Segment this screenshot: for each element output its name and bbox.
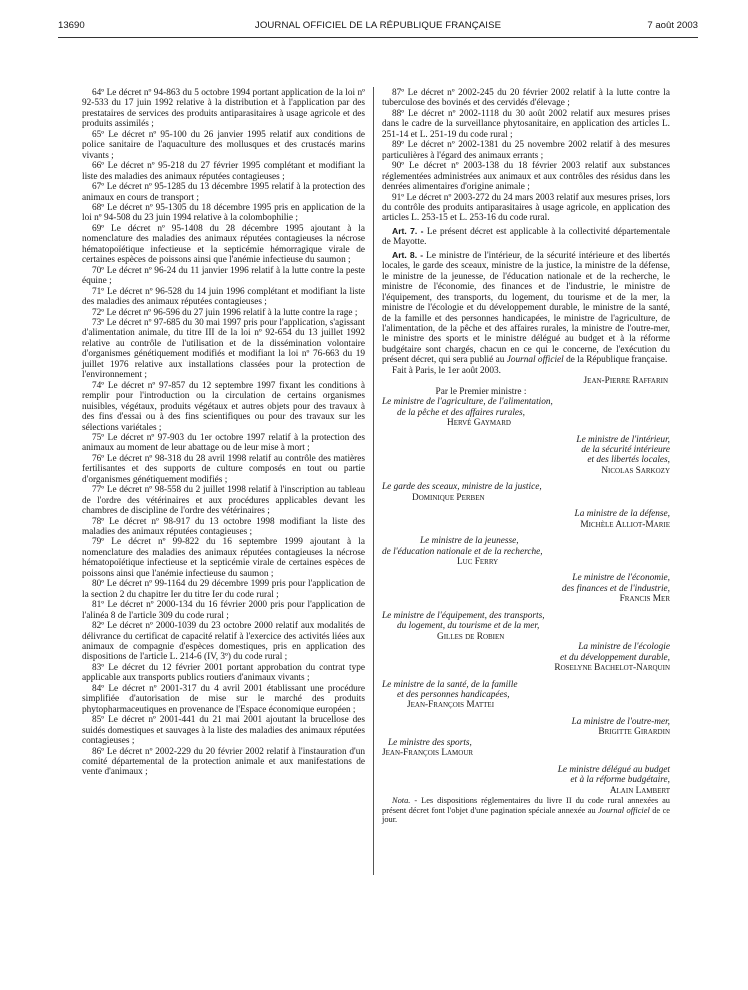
decree-item-68: 68º Le décret nº 95-1305 du 18 décembre 1995 pris en application de la loi nº 94-508 du 23 juin 1994 relative à la colombophilie ; [82, 202, 365, 224]
title-overseas: La ministre de l'outre-mer, [571, 716, 670, 727]
page-header [58, 20, 698, 34]
left-column [82, 88, 365, 778]
decree-item-79: 79º Le décret nº 99-822 du 16 septembre 1999 ajoutant à la nomenclature des maladies des animaux réputées contagieuses la nécrose hématopoïétique infectieuse et la septicémie virale de certaines espèces de poissons ainsi que l'anémie infectieuse du saumon ; [82, 537, 365, 579]
signatory-by-prime-minister: Par le Premier ministre : [435, 386, 527, 397]
decree-item-83: 83º Le décret du 12 février 2001 portant approbation du contrat type applicable aux transports publics routiers d'animaux vivants ; [82, 662, 365, 684]
nota [382, 796, 670, 825]
journal-title: JOURNAL OFFICIEL DE LA RÉPUBLIQUE FRANÇAISE [254, 20, 502, 31]
decree-item-85: 85º Le décret nº 2001-441 du 21 mai 2001 ajoutant la brucellose des suidés domestiques et sauvages à la liste des maladies des animaux réputées contagieuses ; [82, 715, 365, 747]
decree-item-65: 65º Le décret nº 95-100 du 26 janvier 1995 relatif aux conditions de police sanitaire de l'aquaculture des mollusques et des crustacés marins vivants ; [82, 129, 365, 161]
title-economy-1: Le ministre de l'économie, [572, 573, 670, 584]
signatory-prime-minister: Jean-Pierre Raffarin [583, 376, 668, 387]
title-health-1: Le ministre de la santé, de la famille [382, 679, 518, 690]
decree-item-78: 78º Le décret nº 98-917 du 13 octobre 1998 modifiant la liste des maladies des animaux réputées contagieuses ; [82, 516, 365, 538]
name-budget: Alain Lambert [609, 785, 670, 796]
name-agriculture: Hervé Gaymard [447, 418, 511, 429]
fait-a-paris: Fait à Paris, le 1er août 2003. [392, 365, 501, 376]
article-8-text-end: de la République française. [563, 355, 668, 366]
title-agriculture-1: Le ministre de l'agriculture, de l'alimentation, [382, 397, 553, 408]
decree-item-88: 88º Le décret nº 2002-1118 du 30 août 2002 relatif aux mesures prises dans le cadre de la surveillance phytosanitaire, en application des articles L. 251-14 et L. 251-19 du code rural ; [382, 108, 670, 140]
decree-item-80: 80º Le décret nº 99-1164 du 29 décembre 1999 pris pour l'application de la section 2 du chapitre Ier du titre Ier du code rural ; [82, 579, 365, 600]
name-health: Jean-François Mattei [407, 700, 495, 711]
issue-date: 7 août 2003 [647, 20, 698, 31]
nota-text: Les dispositions réglementaires du livre II du code rural annexées au présent décret font l'objet d'une pagination spéciale annexée au [382, 796, 670, 815]
name-overseas: Brigitte Girardin [598, 727, 670, 738]
title-education-2: de l'éducation nationale et de la recherche, [382, 546, 543, 557]
name-defense: Michèle Alliot-Marie [580, 519, 670, 530]
decree-item-87: 87º Le décret nº 2002-245 du 20 février 2002 relatif à la lutte contre la tuberculose des bovinés et des cervidés d'élevage ; [382, 88, 670, 109]
article-7-text: Le présent décret est applicable à la collectivité départementale de Mayotte. [382, 226, 670, 248]
decree-item-74: 74º Le décret nº 97-857 du 12 septembre 1997 fixant les conditions à remplir pour l'introduction ou la circulation de certains organismes nuisibles, végétaux, produits végétaux et autres objets pour des travaux à des fins d'essai ou à des fins scientifiques ou pour des travaux sur les sélections variétales ; [82, 380, 365, 433]
nota-label: Nota. - [392, 796, 418, 806]
page-number: 13690 [58, 20, 85, 31]
name-sports: Jean-François Lamour [382, 748, 474, 759]
title-sports: Le ministre des sports, [388, 737, 472, 748]
article-8 [382, 250, 670, 366]
decree-item-70: 70º Le décret nº 96-24 du 11 janvier 1996 relatif à la lutte contre la peste équine ; [82, 265, 365, 287]
decree-item-81: 81º Le décret nº 2000-134 du 16 février 2000 pris pour l'application de l'alinéa 8 de l'article 309 du code rural ; [82, 600, 365, 621]
title-agriculture-2: de la pêche et des affaires rurales, [397, 407, 525, 418]
title-interior-3: et des libertés locales, [587, 455, 670, 466]
decree-item-69: 69º Le décret nº 95-1408 du 28 décembre 1995 ajoutant à la nomenclature des maladies des animaux réputées contagieuses la nécrose hématopoïétique infectieuse et la septicémie hémorragique virale de certaines espèces de poissons ainsi que l'anémie infectieuse du saumon ; [82, 223, 365, 266]
decree-item-86: 86º Le décret nº 2002-229 du 20 février 2002 relatif à l'instauration d'un comité départemental de la protection animale et aux manifestations de vente d'animaux ; [82, 746, 365, 778]
title-ecology-1: La ministre de l'écologie [578, 642, 670, 653]
article-7 [382, 226, 670, 248]
decree-item-72: 72º Le décret nº 96-596 du 27 juin 1996 relatif à la lutte contre la rage ; [92, 307, 358, 318]
title-budget-2: et à la réforme budgétaire, [570, 775, 670, 786]
title-health-2: et des personnes handicapées, [397, 690, 510, 701]
decree-item-67: 67º Le décret nº 95-1285 du 13 décembre 1995 relatif à la protection des animaux en cours de transport ; [82, 182, 365, 203]
name-justice: Dominique Perben [412, 492, 485, 503]
decree-item-90: 90º Le décret nº 2003-138 du 18 février 2003 relatif aux substances réglementées administrées aux animaux et aux contrôles des résidus dans les denrées alimentaires d'origine animale ; [382, 161, 670, 193]
decree-item-71: 71º Le décret nº 96-528 du 14 juin 1996 complétant et modifiant la liste des maladies des animaux réputées contagieuses ; [82, 286, 365, 308]
decree-item-89: 89º Le décret nº 2002-1381 du 25 novembre 2002 relatif à des mesures particulières à l'égard des animaux errants ; [382, 140, 670, 161]
title-ecology-2: et du développement durable, [560, 652, 670, 663]
title-justice: Le garde des sceaux, ministre de la justice, [382, 482, 542, 493]
title-equipment-2: du logement, du tourisme et de la mer, [397, 621, 540, 632]
title-economy-2: des finances et de l'industrie, [561, 583, 670, 594]
article-8-journal: Journal officiel [506, 355, 564, 366]
article-8-text: Le ministre de l'intérieur, de la sécurité intérieure et des libertés locales, le garde des sceaux, ministre de la justice, la ministre de la défense, le ministre de la jeunesse, de l'éducation nationale et de la recherche, le ministre de l'économie, des finances et de l'industrie, le ministre de l'équipement, des transports, du logement, du tourisme et de la mer, la ministre de l'écologie et du développement durable, le ministre de la santé, de la famille et des personnes handicapées, le ministre de l'agriculture, de l'alimentation, de la pêche et des affaires rurales, la ministre de l'outre-mer, le ministre des sports et le ministre délégué au budget et à la réforme budgétaire sont chargés, chacun en ce qui le concerne, de l'exécution du présent décret, qui sera publié au [382, 250, 671, 366]
name-ecology: Roselyne Bachelot-Narquin [554, 663, 670, 674]
decree-item-75: 75º Le décret nº 97-903 du 1er octobre 1997 relatif à la protection des animaux au moment de leur abattage ou de leur mise à mort ; [82, 432, 365, 454]
title-equipment-1: Le ministre de l'équipement, des transports, [382, 610, 545, 621]
title-defense: La ministre de la défense, [574, 509, 670, 520]
column-separator [373, 87, 374, 875]
name-interior: Nicolas Sarkozy [601, 465, 670, 476]
name-economy: Francis Mer [619, 594, 670, 605]
decree-item-91: 91º Le décret nº 2003-272 du 24 mars 2003 relatif aux mesures prises, lors du contrôle des produits antiparasitaires à usage agricole, en application des articles L. 253-15 et L. 253-16 du code rural. [382, 192, 670, 224]
decree-item-73: 73º Le décret nº 97-685 du 30 mai 1997 pris pour l'application, s'agissant d'alimentation animale, du titre III de la loi nº 92-654 du 13 juillet 1992 relative au contrôle de l'utilisation et de la dissémination volontaire d'organismes génétiquement modifiés et modifiant la loi nº 76-663 du 19 juillet 1976 relative aux installations classées pour la protection de l'environnement ; [82, 317, 365, 381]
decree-item-84: 84º Le décret nº 2001-317 du 4 avril 2001 établissant une procédure simplifiée d'autorisation de mise sur le marché des produits phytopharmaceutiques en provenance de l'Espace économique européen ; [82, 683, 365, 715]
header-rule [58, 37, 698, 38]
article-8-label: Art. 8. - [392, 249, 424, 260]
decree-item-64: 64º Le décret nº 94-863 du 5 octobre 1994 portant application de la loi nº 92-533 du 17 juin 1992 relative à la distribution et à l'application par des prestataires de services des produits antiparasitaires à usage agricole et des produits assimilés ; [82, 88, 365, 130]
name-education: Luc Ferry [457, 557, 499, 568]
title-interior-2: de la sécurité intérieure [581, 444, 670, 455]
title-budget-1: Le ministre délégué au budget [557, 764, 670, 775]
title-education-1: Le ministre de la jeunesse, [420, 536, 519, 547]
article-7-label: Art. 7. - [392, 225, 424, 236]
decree-item-76: 76º Le décret nº 98-318 du 28 avril 1998 relatif au contrôle des matières fertilisantes et des supports de culture composés en tout ou partie d'organismes génétiquement modifiés ; [82, 453, 365, 485]
nota-text-end: de ce jour. [382, 805, 670, 825]
title-interior-1: Le ministre de l'intérieur, [576, 434, 670, 445]
decree-item-77: 77º Le décret nº 98-558 du 2 juillet 1998 relatif à l'inscription au tableau de l'ordre des vétérinaires et aux procédures applicables devant les chambres de discipline de l'ordre des vétérinaires ; [82, 485, 365, 517]
nota-journal: Journal officiel [598, 805, 650, 815]
decree-item-82: 82º Le décret nº 2000-1039 du 23 octobre 2000 relatif aux modalités de délivrance du certificat de capacité relatif à l'exercice des activités liées aux animaux de compagnie d'espèces domestiques, pris en application des dispositions de l'article L. 214-6 (IV, 3º) du code rural ; [82, 621, 365, 663]
right-column [382, 88, 670, 825]
decree-item-66: 66º Le décret nº 95-218 du 27 février 1995 complétant et modifiant la liste des maladies des animaux réputées contagieuses ; [82, 161, 365, 182]
name-equipment: Gilles de Robien [437, 631, 505, 642]
